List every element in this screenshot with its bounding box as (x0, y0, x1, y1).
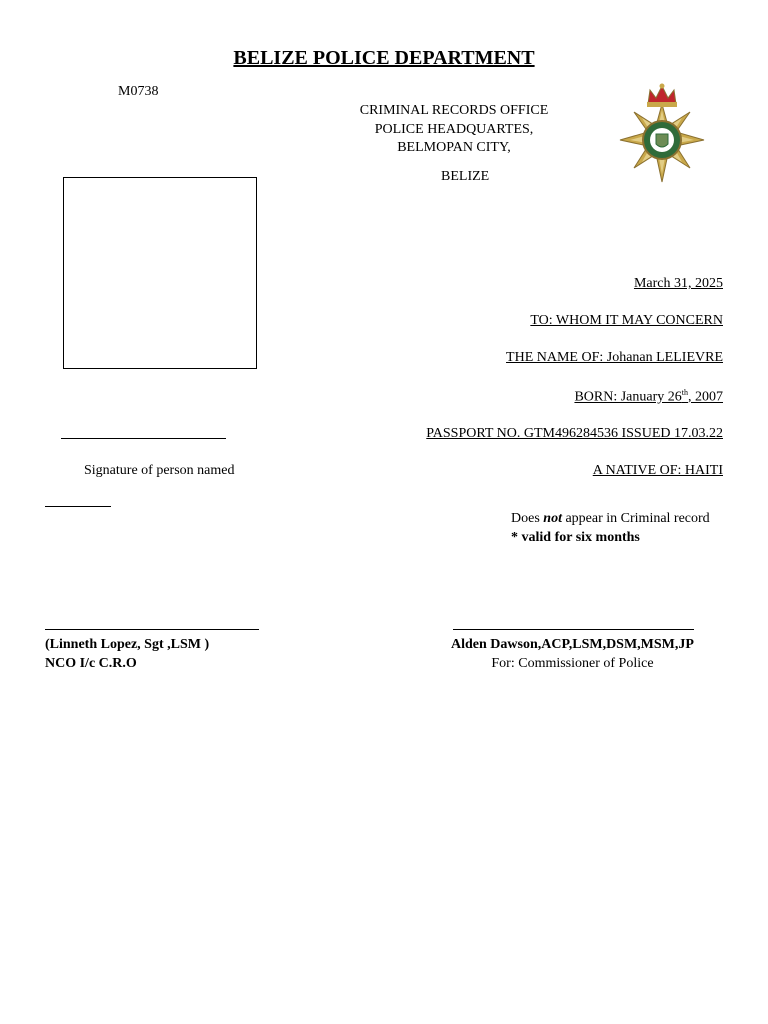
right-signature-line (453, 629, 694, 630)
photo-box (63, 177, 257, 369)
record-pre: Does (511, 511, 544, 526)
police-crest-icon (612, 82, 712, 192)
office-line-1: CRIMINAL RECORDS OFFICE (359, 103, 549, 118)
left-signatory (45, 636, 209, 673)
left-signature-line (45, 629, 259, 630)
short-rule (45, 506, 111, 507)
birth-date-ordinal: th (681, 388, 688, 397)
birth-date-text: BORN: January 26 (574, 389, 682, 405)
validity-note: * valid for six months (511, 529, 640, 545)
nationality: A NATIVE OF: HAITI (592, 463, 723, 478)
office-address (354, 102, 554, 158)
birth-year: , 2007 (688, 389, 723, 405)
crest-shield (656, 134, 668, 147)
crown-icon (647, 84, 677, 108)
office-line-3: BELMOPAN CITY, (397, 140, 511, 155)
record-post: appear in Criminal record (561, 511, 710, 526)
left-signatory-title: NCO I/c C.R.O (45, 655, 137, 671)
left-signatory-name: (Linneth Lopez, Sgt ,LSM ) (45, 637, 210, 652)
country: BELIZE (441, 169, 490, 184)
letter-addressee: TO: WHOM IT MAY CONCERN (530, 313, 723, 328)
signature-label: Signature of person named (84, 463, 235, 478)
letter-date: March 31, 2025 (633, 276, 723, 291)
passport-number: PASSPORT NO. GTM496284536 ISSUED 17.03.22 (426, 426, 723, 441)
record-emphasis: not (543, 511, 562, 526)
record-statement (511, 510, 710, 529)
birth-date (574, 388, 723, 406)
right-signatory (451, 636, 694, 673)
subject-name: THE NAME OF: Johanan LELIEVRE (506, 350, 723, 365)
right-signatory-name: Alden Dawson,ACP,LSM,DSM,MSM,JP (451, 637, 694, 652)
reference-number: M0738 (118, 84, 159, 99)
office-line-2: POLICE HEADQUARTES, (374, 121, 534, 137)
signature-line (61, 438, 226, 439)
right-signatory-title: For: Commissioner of Police (491, 655, 654, 671)
page-title: BELIZE POLICE DEPARTMENT (233, 47, 535, 69)
record-status (511, 510, 710, 547)
